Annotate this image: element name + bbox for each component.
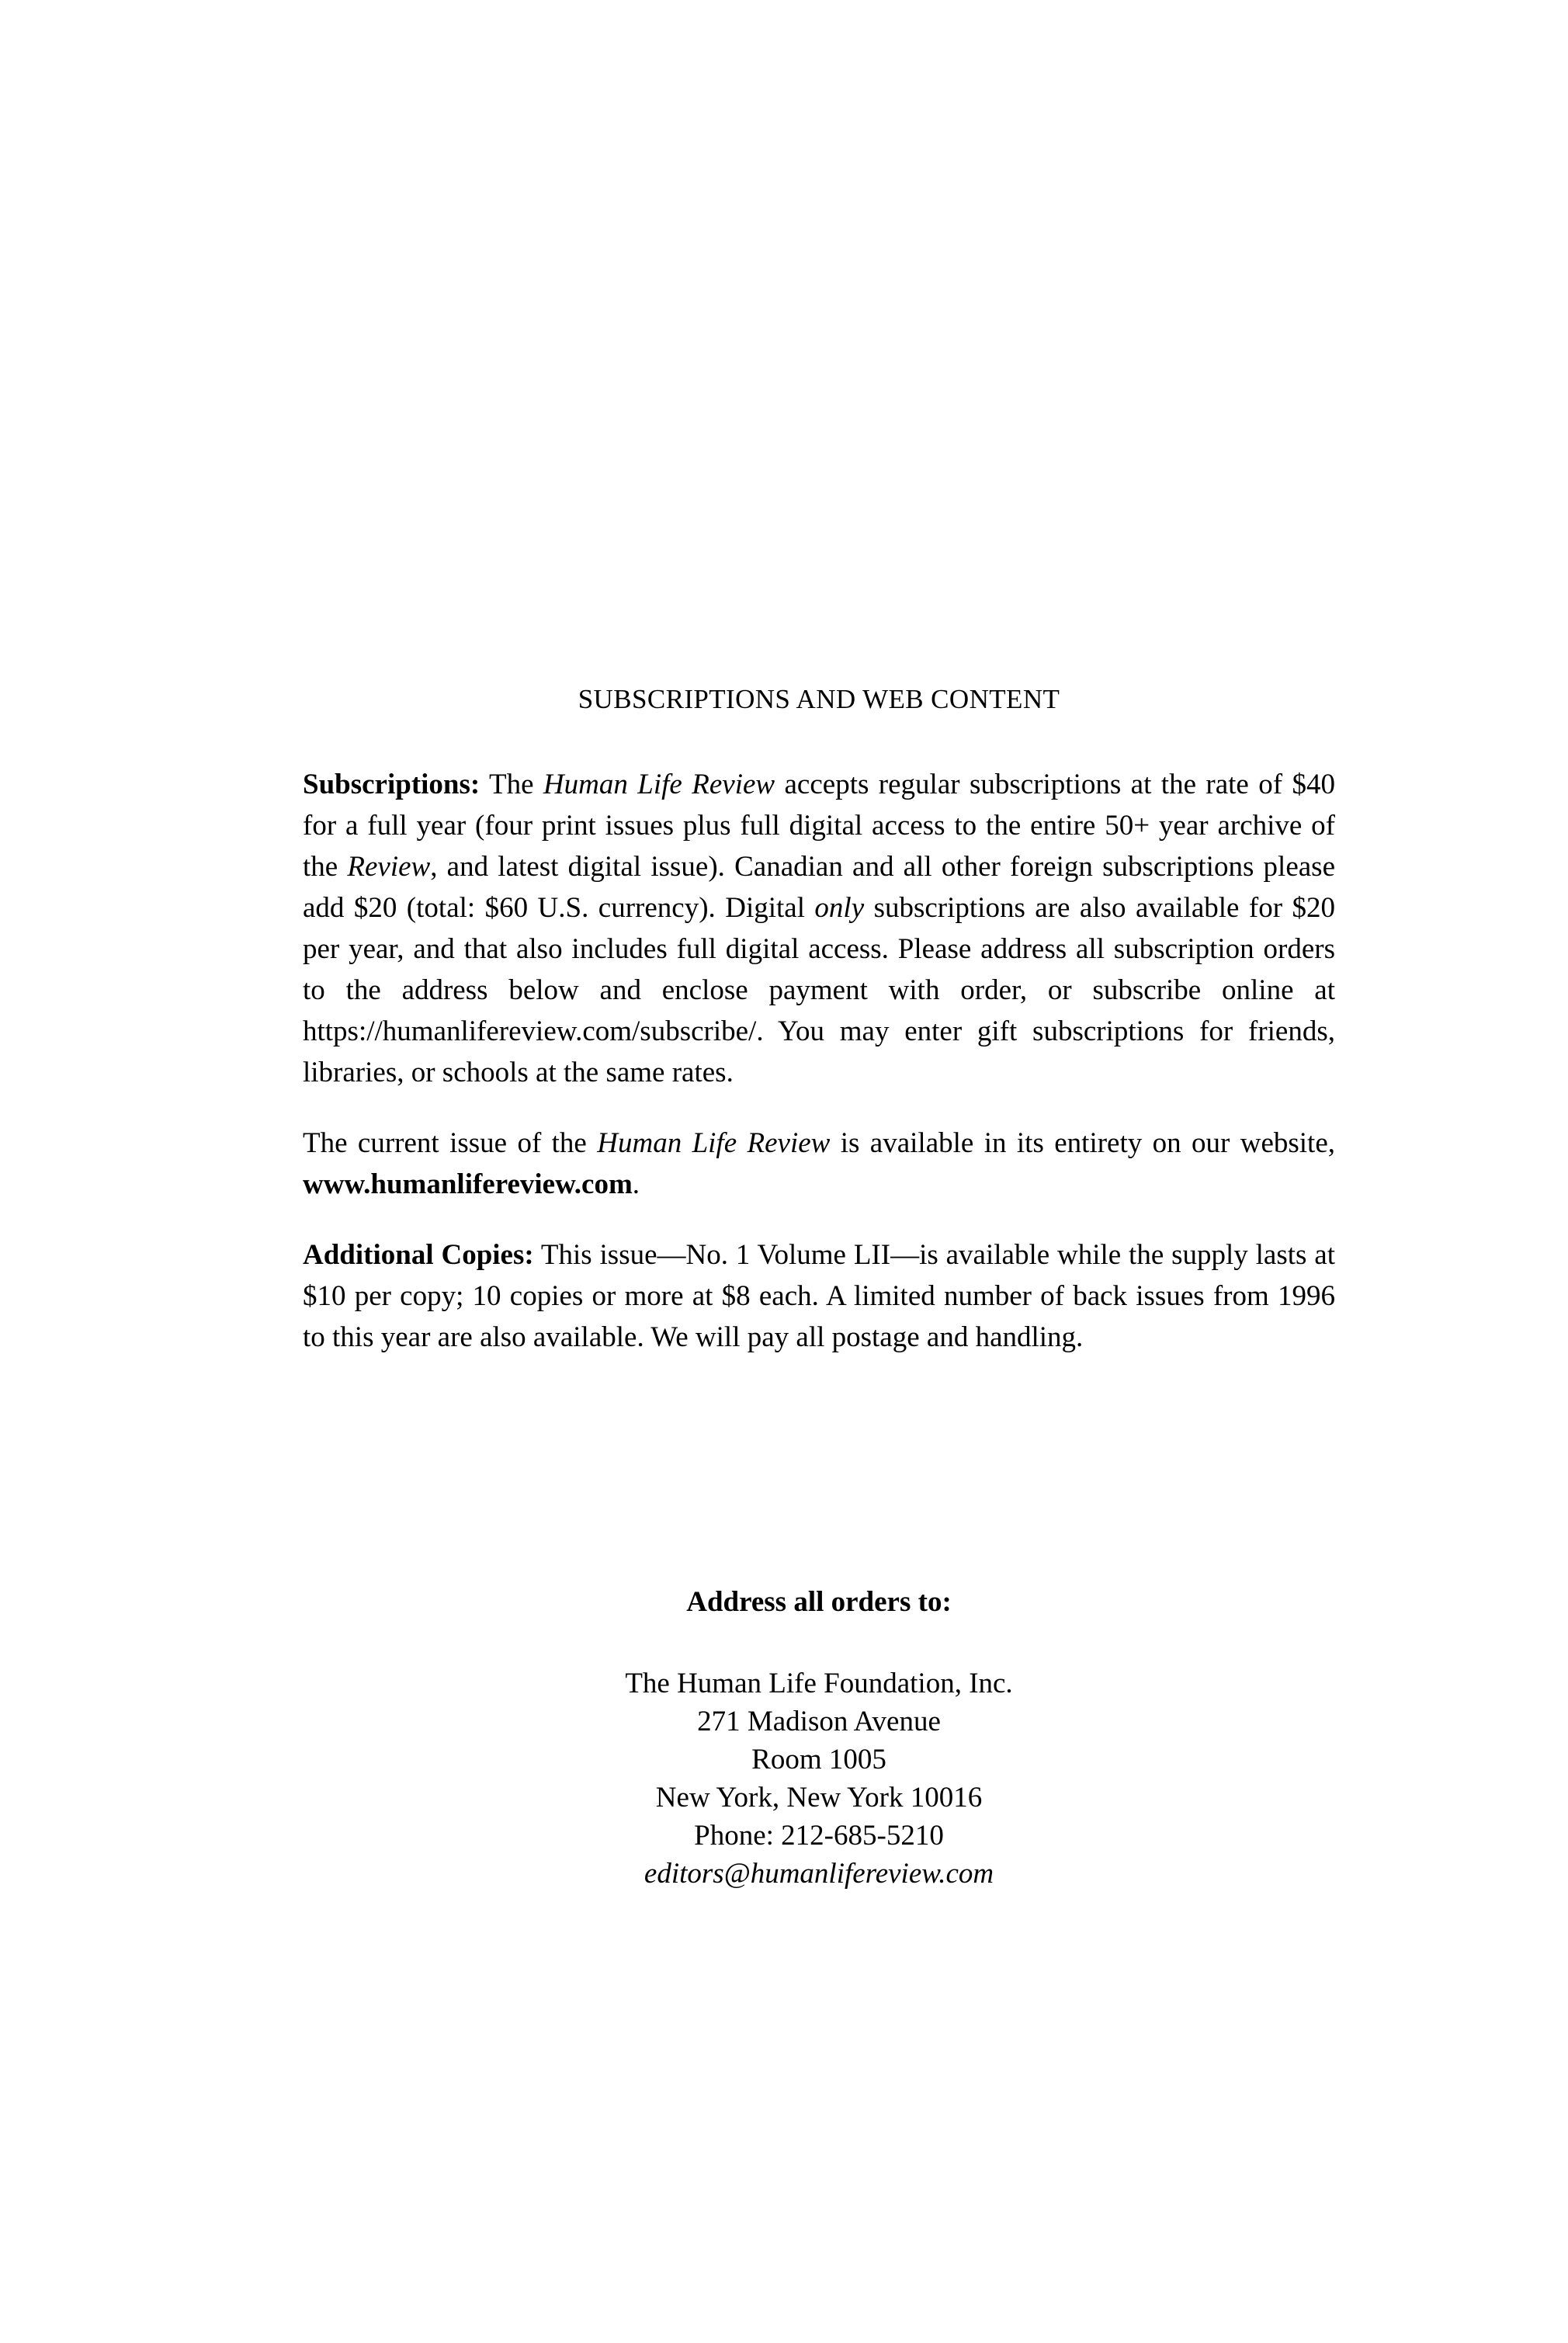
subscriptions-text-part-2: accepts regular subscriptions at the rate of $40 for a full year (four print issues plus full digital access to the entire 50+ year archive of the (303, 769, 1336, 883)
address-heading: Address all orders to: (686, 1586, 952, 1618)
paragraph-additional-copies (303, 1234, 1335, 1358)
address-line-phone: Phone: 212-685-5210 (694, 1820, 944, 1852)
address-line-room: Room 1005 (751, 1744, 886, 1775)
additional-copies-text: This issue—No. 1 Volume LII—is available while the supply lasts at $10 per copy; 10 copies or more at $8 each. A limited number of back issues from 1996 to this year are also available. We will pay all postage and handling. (303, 1239, 1335, 1353)
address-line-email: editors@humanlifereview.com (644, 1858, 994, 1890)
address-block (303, 1584, 1335, 1893)
main-text-column (303, 683, 1335, 1358)
section-heading: SUBSCRIPTIONS AND WEB CONTENT (578, 684, 1060, 714)
publication-title-2: Review (347, 851, 431, 883)
current-issue-text-part-1: The current issue of the (303, 1127, 598, 1159)
subscriptions-text-part-1: The (480, 769, 543, 800)
website-url: www.humanlifereview.com (303, 1168, 633, 1200)
current-issue-text-part-3: . (632, 1168, 640, 1200)
publication-title-1: Human Life Review (543, 769, 775, 800)
paragraph-current-issue (303, 1123, 1335, 1205)
subscriptions-lead-in: Subscriptions: (303, 769, 480, 800)
address-line-city-state-zip: New York, New York 10016 (655, 1782, 983, 1814)
additional-copies-lead-in: Additional Copies: (303, 1239, 534, 1271)
paragraph-subscriptions (303, 764, 1335, 1093)
current-issue-text-part-2: is available in its entirety on our website, (830, 1127, 1335, 1159)
subscriptions-text-part-3: , and latest digital issue). Canadian and all other foreign subscriptions please add $20 (total: $60 U.S. currency). Digital (303, 851, 1336, 924)
subscriptions-emphasis-only: only (814, 892, 865, 924)
address-line-organization: The Human Life Foundation, Inc. (625, 1668, 1013, 1699)
publication-title-3: Human Life Review (597, 1127, 831, 1159)
address-line-street: 271 Madison Avenue (697, 1706, 941, 1737)
subscriptions-text-part-4: subscriptions are also available for $20 per year, and that also includes full digital access. Please address all subscription orders to the address below and enclose payment with order, or subscribe online at https://humanlifereview.com/subscribe/. You may enter gift subscriptions for friends, libraries, or schools at the same rates. (303, 892, 1335, 1088)
address-lines-list (303, 1664, 1335, 1893)
